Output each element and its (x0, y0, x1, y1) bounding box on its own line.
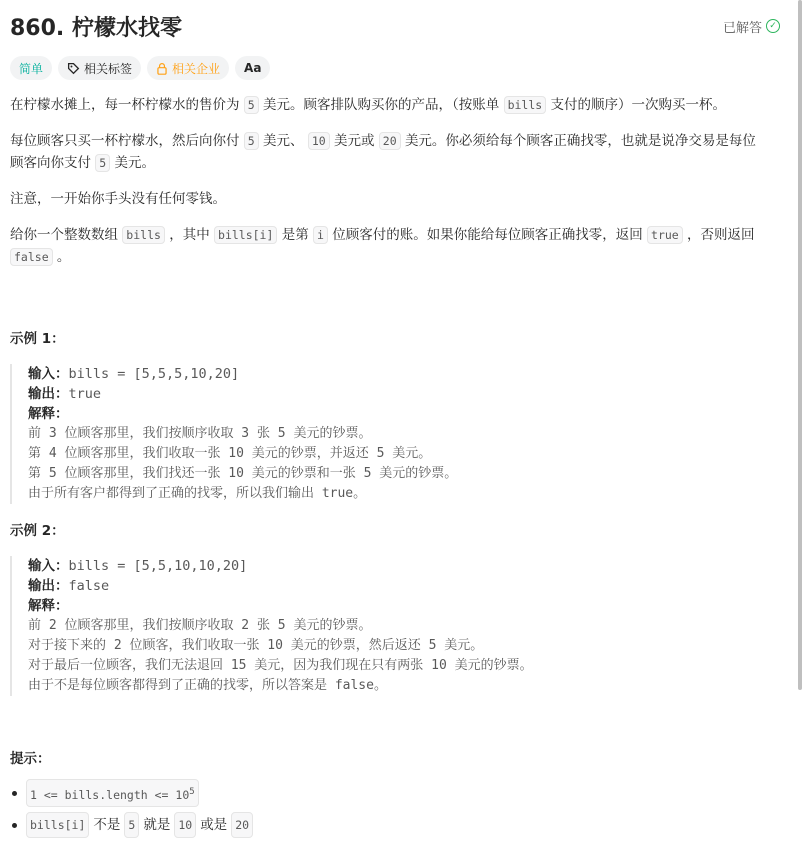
hint-item: bills[i] 不是 5 就是 10 或是 20 (10, 814, 780, 836)
inline-code: 20 (379, 132, 401, 150)
solved-label: 已解答 (722, 20, 762, 36)
inline-code: bills (122, 226, 165, 244)
desc-paragraph-2: 每位顾客只买一杯柠檬水，然后向你付 5 美元、 10 美元或 20 美元。你必须给每个顾客正确找零，也就是说净交易是每位 顾客向你支付 5 美元。 (10, 133, 756, 171)
input-label: 输入： (28, 558, 69, 574)
explain-line: 由于不是每位顾客都得到了正确的找零，所以答案是 false。 (28, 678, 387, 693)
inline-code: 5 (244, 132, 259, 150)
problem-description (10, 94, 780, 846)
related-tags-label: 相关标签 (84, 61, 133, 76)
font-toggle-icon: Aa (244, 61, 262, 75)
related-companies-label: 相关企业 (172, 61, 221, 76)
example-2-title: 示例 2： (10, 523, 65, 539)
explain-label: 解释： (28, 598, 69, 614)
desc-paragraph-1: 在柠檬水摊上，每一杯柠檬水的售价为 5 美元。顾客排队购买你的产品，（按账单 bills 支付的顺序）一次购买一杯。 (10, 97, 726, 113)
inline-code: 5 (124, 812, 139, 838)
hints-title: 提示： (10, 751, 51, 767)
difficulty-label: 简单 (19, 61, 44, 76)
desc-paragraph-4: 给你一个整数数组 bills ，其中 bills[i] 是第 i 位顾客付的账。如果你能给每位顾客正确找零，返回 true ，否则返回 false 。 (10, 227, 755, 265)
title-row (10, 10, 780, 42)
explain-line: 对于最后一位顾客，我们无法退回 15 美元，因为我们现在只有两张 10 美元的钞票。 (28, 658, 533, 673)
inline-code: 1 <= bills.length <= $10^5$ (26, 779, 199, 808)
related-companies-button[interactable] (147, 56, 229, 80)
output-value: true (68, 386, 102, 402)
output-label: 输出： (28, 578, 69, 594)
explain-line: 由于所有客户都得到了正确的找零，所以我们输出 true。 (28, 486, 367, 501)
inline-code: true (647, 226, 683, 244)
inline-code: bills (504, 96, 547, 114)
lock-icon (156, 62, 168, 75)
solved-status (723, 17, 780, 36)
input-label: 输入： (28, 366, 69, 382)
example-2-block (10, 556, 780, 696)
scrollbar[interactable] (798, 0, 802, 690)
inline-code: 10 (174, 812, 196, 838)
explain-label: 解释： (28, 406, 69, 422)
explain-line: 前 3 位顾客那里，我们按顺序收取 3 张 5 美元的钞票。 (28, 426, 372, 441)
desc-paragraph-3: 注意，一开始你手头没有任何零钱。 (10, 191, 226, 207)
output-value: false (68, 578, 110, 594)
inline-code: i (313, 226, 328, 244)
input-value: bills = [5,5,10,10,20] (68, 558, 248, 574)
inline-code: 5 (244, 96, 259, 114)
font-toggle-button[interactable] (235, 56, 270, 80)
inline-code: false (10, 248, 53, 266)
inline-code: 5 (95, 154, 110, 172)
inline-code: bills[i] (214, 226, 277, 244)
check-circle-icon: ✓ (766, 19, 780, 33)
example-1-block (10, 364, 780, 504)
tag-icon (67, 62, 80, 75)
explain-line: 第 5 位顾客那里，我们找还一张 10 美元的钞票和一张 5 美元的钞票。 (28, 466, 458, 481)
output-label: 输出： (28, 386, 69, 402)
inline-code: 10 (308, 132, 330, 150)
input-value: bills = [5,5,5,10,20] (68, 366, 240, 382)
hint-item (10, 782, 780, 804)
related-tags-button[interactable] (58, 56, 141, 80)
inline-code: bills[i] (26, 812, 89, 838)
explain-line: 前 2 位顾客那里，我们按顺序收取 2 张 5 美元的钞票。 (28, 618, 372, 633)
tag-bar (10, 56, 270, 80)
explain-line: 第 4 位顾客那里，我们收取一张 10 美元的钞票，并返还 5 美元。 (28, 446, 432, 461)
hints-list (10, 782, 780, 836)
inline-code: 20 (231, 812, 253, 838)
explain-line: 对于接下来的 2 位顾客，我们收取一张 10 美元的钞票，然后返还 5 美元。 (28, 638, 484, 653)
problem-title[interactable]: 860. 柠檬水找零 (10, 15, 182, 41)
difficulty-tag[interactable] (10, 56, 52, 80)
example-1-title: 示例 1： (10, 331, 65, 347)
